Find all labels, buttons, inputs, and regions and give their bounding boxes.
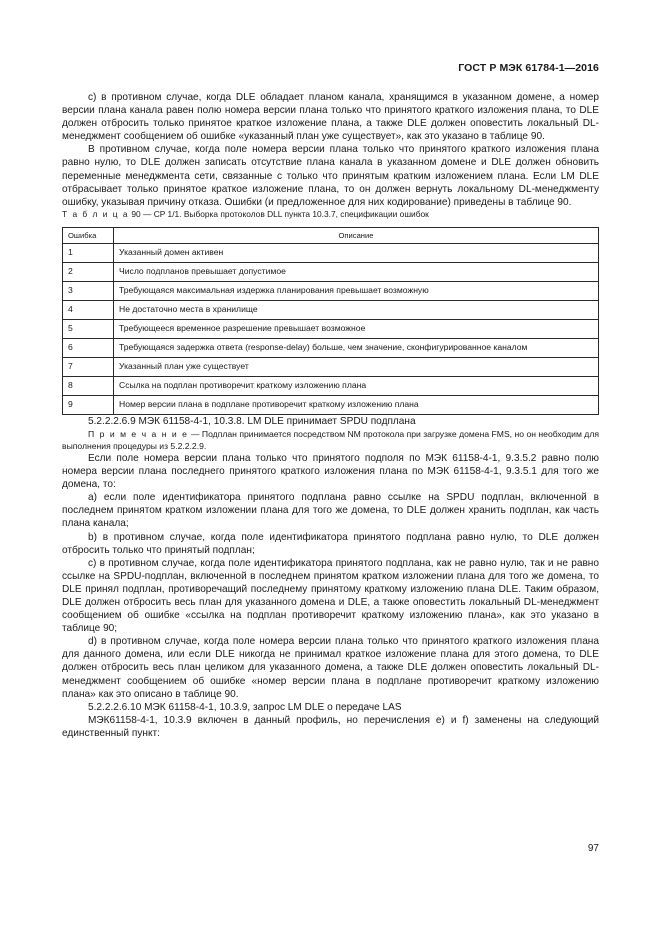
paragraph-item-a: a) если поле идентификатора принятого подплана равно ссылке на SPDU подплан, включенной в последнем принятом кратком изложении плана для того же домена, то DLE должен хранить подплан, как часть плана канала; <box>62 492 599 530</box>
paragraph-item-c: c) в противном случае, когда поле идентификатора принятого подплана, как не равно нулю, так и не равно ссылке на SPDU-подплан, включенной в последнем принятом кратком изложении плана для того же домена, то DLE принял подплан, противоречащий последнему принятому краткому изложению плана DLE. Таким образом, DLE должен отбросить весь план для указанного домена и DLE, а также оповестить локальный DL-менеджмент сообщением об ошибке «ссылка на подплан противоречит краткому изложению плана», как это указано в таблице 90; <box>62 557 599 635</box>
table-row <box>63 357 599 376</box>
header-code: Ошибка <box>63 227 114 243</box>
error-code: 2 <box>63 262 114 281</box>
error-description: Указанный план уже существует <box>114 357 599 376</box>
table-row <box>63 338 599 357</box>
error-description: Требующаяся задержка ответа (response-delay) больше, чем значение, сконфигурированное каналом <box>114 338 599 357</box>
document-header: ГОСТ Р МЭК 61784-1—2016 <box>458 62 599 74</box>
table-caption <box>62 209 599 220</box>
table-caption-label: Т а б л и ц а <box>62 208 130 219</box>
table-row <box>63 376 599 395</box>
error-description: Номер версии плана в подплане противоречит краткому изложению плана <box>114 395 599 414</box>
note-label: П р и м е ч а н и е <box>88 428 189 439</box>
error-description: Ссылка на подплан противоречит краткому изложению плана <box>114 376 599 395</box>
error-code: 1 <box>63 243 114 262</box>
table-caption-text: 90 — CP 1/1. Выборка протоколов DLL пункта 10.3.7, спецификации ошибок <box>129 208 429 219</box>
error-description: Не достаточно места в хранилище <box>114 300 599 319</box>
error-code: 3 <box>63 281 114 300</box>
table-row <box>63 281 599 300</box>
error-description: Требующееся временное разрешение превышает возможное <box>114 319 599 338</box>
note <box>62 428 599 452</box>
table-row <box>63 395 599 414</box>
header-description: Описание <box>114 227 599 243</box>
table-header-row <box>63 227 599 243</box>
paragraph-item-b: b) в противном случае, когда поле идентификатора принятого подплана равно нулю, то DLE должен отбросить только что принятый подплан; <box>62 531 599 556</box>
table-row <box>63 243 599 262</box>
paragraph-version-rule: Если поле номера версии плана только что принятого подполя по МЭК 61158-4-1, 9.3.5.2 равно полю номера версии плана последнего принятого краткого изложения плана по МЭК 61158-4-1, 9.3.5.1 для того же домена, то: <box>62 452 599 491</box>
error-code: 4 <box>63 300 114 319</box>
error-code: 5 <box>63 319 114 338</box>
error-description: Требующаяся максимальная издержка планирования превышает возможную <box>114 281 599 300</box>
table-row <box>63 319 599 338</box>
paragraph-item-d: d) в противном случае, когда поле номера версии плана только что принятого краткого изложения плана для данного домена, или если DLE никогда не принимал краткое изложение плана для этого домена, то DLE должен отбросить весь план целиком для указанного домена, а также DLE должен оповестить локальный DL-менеджмент сообщением об ошибке «номер версии плана в подплане противоречит краткому изложению плана» как это описано в таблице 90. <box>62 636 599 700</box>
error-description: Указанный домен активен <box>114 243 599 262</box>
section-heading-2-10: 5.2.2.2.6.10 МЭК 61158-4-1, 10.3.9, запрос LM DLE о передаче LAS <box>88 701 402 713</box>
table-row <box>63 300 599 319</box>
error-code: 9 <box>63 395 114 414</box>
paragraph-c: c) в противном случае, когда DLE обладает планом канала, хранящимся в указанном домене, а номер версии плана канала равен полю номера версии плана только что принятого краткого изложения плана, то DLE должен отбросить только принятое краткое изложение плана, а также DLE должен оповестить локальный DL-менеджмент сообщением об ошибке «указанный план уже существует», как это указано в таблице 90. <box>62 92 599 143</box>
error-code: 6 <box>63 338 114 357</box>
page-number: 97 <box>587 843 599 854</box>
paragraph-otherwise: В противном случае, когда поле номера версии плана только что принятого краткого изложения плана равно нулю, то DLE должен записать отсутствие плана канала в указанном домене и DLE должен обновить переменные менеджмента сети, связанные с только что принятым кратким изложением плана. Если LM DLE отбрасывает только принятое краткое изложение плана, то он должен вернуть локальному DL-менеджменту ошибку, указывая причину отказа. Ошибки (и предложенное для них кодирование) приведены в таблице 90. <box>62 144 599 208</box>
page-body <box>62 91 599 740</box>
error-code: 7 <box>63 357 114 376</box>
note-text: — Подплан принимается посредством NM протокола при загрузке домена FMS, но он необходим для выполнения процедуры из 5.2.2.2.9. <box>62 428 599 451</box>
error-description: Число подпланов превышает допустимое <box>114 262 599 281</box>
error-code: 8 <box>63 376 114 395</box>
errors-table <box>62 227 599 415</box>
paragraph-profile: МЭК61158-4-1, 10.3.9 включен в данный профиль, но перечисления e) и f) заменены на следующий единственный пункт: <box>62 714 599 739</box>
table-row <box>63 262 599 281</box>
section-heading-2-9: 5.2.2.2.6.9 МЭК 61158-4-1, 10.3.8. LM DLE принимает SPDU подплана <box>88 415 416 427</box>
